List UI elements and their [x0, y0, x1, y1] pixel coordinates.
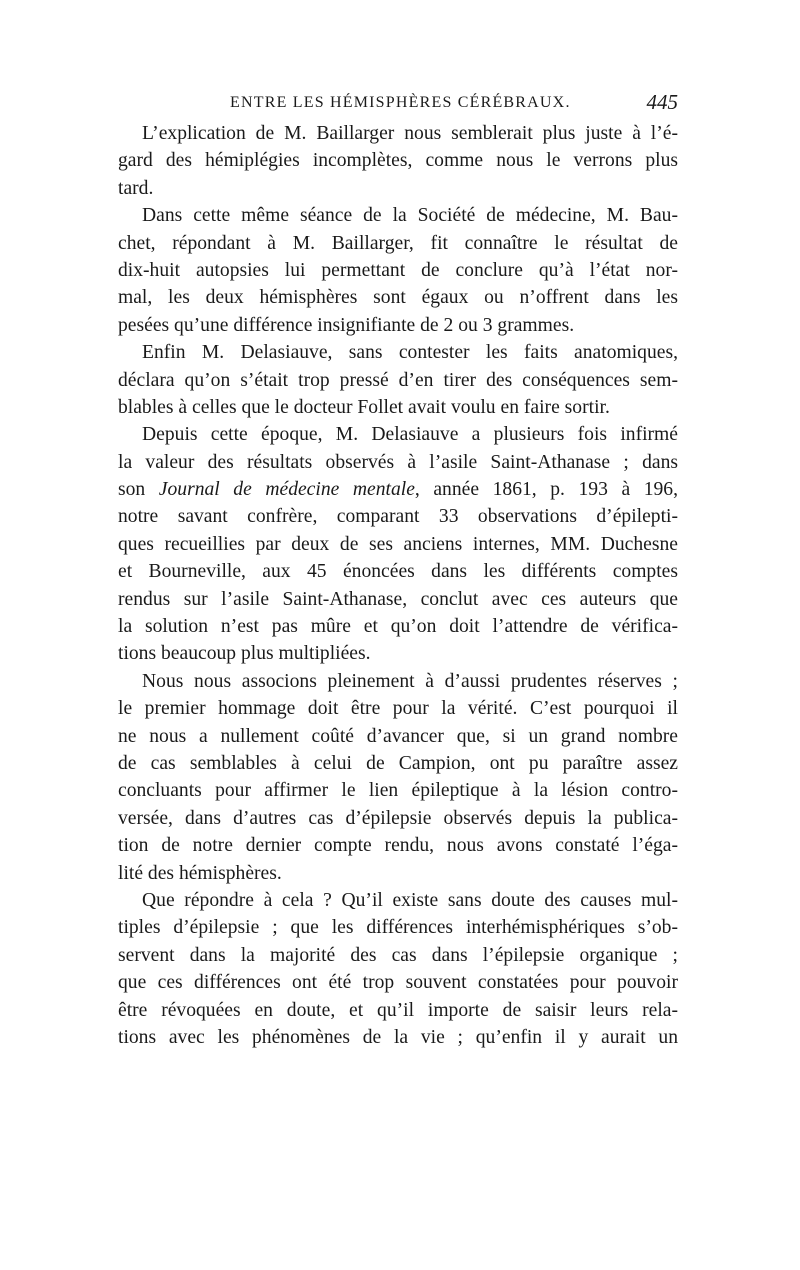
text-segment: son: [118, 479, 159, 501]
text-line: [118, 997, 678, 1024]
text-line: [118, 175, 678, 202]
text-segment: gard des hémiplégies incomplètes, comme nous le verrons plus: [118, 150, 678, 172]
text-segment: dix-huit autopsies lui permettant de conclure qu’à l’état nor-: [118, 259, 678, 281]
text-line: [118, 312, 678, 339]
text-segment: L’explication de M. Baillarger nous semblerait plus juste à l’é-: [142, 123, 678, 144]
text-line: [118, 476, 678, 503]
text-line: [118, 887, 678, 914]
text-line: [118, 942, 678, 969]
text-segment: le premier hommage doit être pour la vérité. C’est pourquoi il: [118, 698, 678, 720]
text-segment: ques recueillies par deux de ses anciens internes, MM. Duchesne: [118, 533, 678, 555]
text-segment: tions avec les phénomènes de la vie ; qu’enfin il y aurait un: [118, 1026, 678, 1048]
text-segment: ne nous a nullement coûté d’avancer que, si un grand nombre: [118, 725, 678, 747]
text-line: [118, 805, 678, 832]
text-line: [118, 120, 678, 147]
text-line: [118, 339, 678, 366]
text-line: [118, 723, 678, 750]
text-line: [118, 367, 678, 394]
text-segment: Que répondre à cela ? Qu’il existe sans doute des causes mul-: [142, 889, 678, 911]
text-line: [118, 230, 678, 257]
paragraph: [118, 120, 678, 202]
text-line: [118, 1024, 678, 1051]
text-line: [118, 860, 678, 887]
text-segment: Nous nous associons pleinement à d’aussi prudentes réserves ;: [142, 670, 678, 692]
text-segment: et Bourneville, aux 45 énoncées dans les différents comptes: [118, 561, 678, 583]
text-segment: la valeur des résultats observés à l’asile Saint-Athanase ; dans: [118, 451, 678, 473]
text-line: [118, 503, 678, 530]
journal-title: Journal de médecine mentale: [158, 479, 415, 501]
text-line: [118, 284, 678, 311]
paragraph: [118, 421, 678, 668]
text-segment: tiples d’épilepsie ; que les différences interhémisphériques s’ob-: [118, 917, 678, 939]
book-page: [118, 86, 678, 1051]
text-line: [118, 695, 678, 722]
text-segment: tion de notre dernier compte rendu, nous avons constaté l’éga-: [118, 835, 678, 857]
text-line: [118, 421, 678, 448]
text-segment: blables à celles que le docteur Follet avait voulu en faire sortir.: [118, 396, 610, 418]
text-line: [118, 202, 678, 229]
text-line: [118, 640, 678, 667]
text-segment: chet, répondant à M. Baillarger, fit connaître le résultat de: [118, 232, 678, 254]
text-segment: Enfin M. Delasiauve, sans contester les faits anatomiques,: [142, 342, 678, 364]
text-segment: notre savant confrère, comparant 33 observations d’épilepti-: [118, 506, 678, 528]
page-header: [118, 86, 678, 120]
paragraph: [118, 668, 678, 887]
text-segment: tard.: [118, 177, 154, 199]
text-line: [118, 558, 678, 585]
text-segment: que ces différences ont été trop souvent constatées pour pouvoir: [118, 972, 678, 994]
running-title: ENTRE LES HÉMISPHÈRES CÉRÉBRAUX.: [230, 94, 571, 111]
text-segment: versée, dans d’autres cas d’épilepsie observés depuis la publica-: [118, 807, 678, 829]
page-number: 445: [646, 90, 678, 114]
text-segment: Dans cette même séance de la Société de médecine, M. Bau-: [142, 205, 678, 227]
text-line: [118, 147, 678, 174]
paragraph: [118, 887, 678, 1051]
text-line: [118, 832, 678, 859]
text-line: [118, 777, 678, 804]
body-text: [118, 120, 678, 1051]
paragraph: [118, 202, 678, 339]
text-segment: de cas semblables à celui de Campion, ont pu paraître assez: [118, 752, 678, 774]
text-line: [118, 394, 678, 421]
text-line: [118, 750, 678, 777]
text-segment: pesées qu’une différence insignifiante de 2 ou 3 grammes.: [118, 314, 575, 336]
text-segment: Depuis cette époque, M. Delasiauve a plusieurs fois infirmé: [142, 424, 678, 446]
text-line: [118, 531, 678, 558]
text-segment: lité des hémisphères.: [118, 862, 282, 884]
text-segment: rendus sur l’asile Saint-Athanase, conclut avec ces auteurs que: [118, 588, 678, 610]
text-segment: concluants pour affirmer le lien épileptique à la lésion contro-: [118, 780, 678, 802]
text-line: [118, 668, 678, 695]
text-line: [118, 586, 678, 613]
text-segment: être révoquées en doute, et qu’il importe de saisir leurs rela-: [118, 999, 678, 1021]
text-line: [118, 613, 678, 640]
text-line: [118, 257, 678, 284]
text-line: [118, 449, 678, 476]
text-segment: , année 1861, p. 193 à 196,: [414, 479, 678, 501]
text-line: [118, 914, 678, 941]
text-segment: mal, les deux hémisphères sont égaux ou n’offrent dans les: [118, 287, 678, 309]
text-segment: déclara qu’on s’était trop pressé d’en tirer des conséquences sem-: [118, 369, 678, 391]
text-segment: servent dans la majorité des cas dans l’épilepsie organique ;: [118, 944, 678, 966]
paragraph: [118, 339, 678, 421]
text-segment: la solution n’est pas mûre et qu’on doit l’attendre de vérifica-: [118, 616, 678, 638]
text-line: [118, 969, 678, 996]
text-segment: tions beaucoup plus multipliées.: [118, 643, 371, 665]
